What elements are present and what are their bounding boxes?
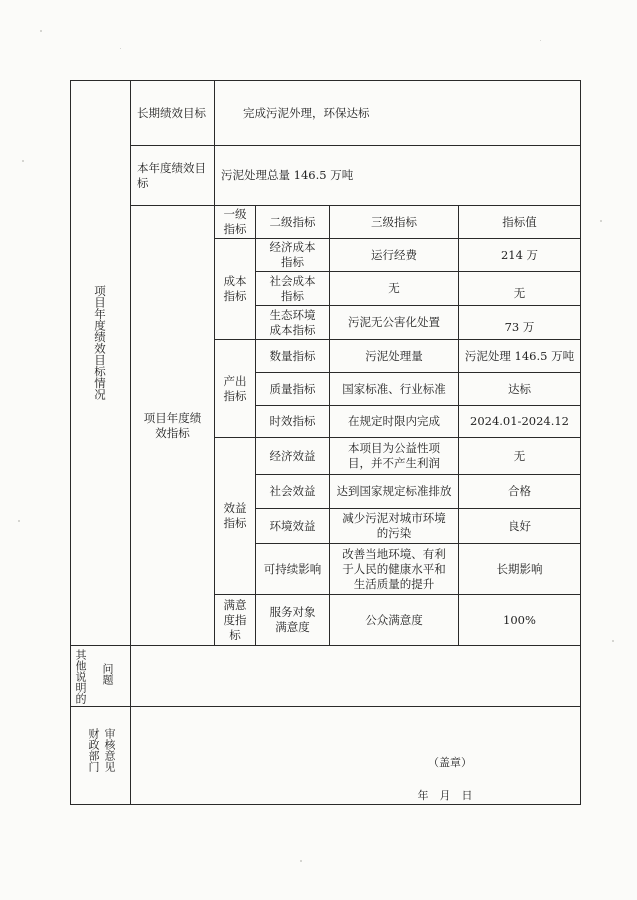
table-cell: 污泥处理 146.5 万吨 [464,348,575,363]
scan-speck [120,48,121,49]
table-border-left [70,80,71,805]
scan-speck [18,520,20,522]
row-line [70,706,581,707]
table-cell: 减少污泥对城市环境的污染 [342,511,446,540]
table-cell: 环境效益 [269,518,316,533]
header-value: 指标值 [502,214,537,229]
table-cell: 无 [513,448,526,463]
table-cell: 2024.01-2024.12 [470,414,569,428]
table-cell: 合格 [508,484,531,498]
finance-label-col2: 审核意见 [103,728,116,772]
finance-label-col1: 财政部门 [87,728,100,772]
table-cell: 公众满意度 [365,612,423,627]
finance-date: 年 月 日 [417,788,473,802]
scan-speck [40,30,42,32]
header-level2: 二级指标 [269,214,316,229]
scan-speck [300,860,302,862]
finance-seal: （盖章） [428,755,472,769]
table-cell: 时效指标 [269,414,316,428]
scan-speck [612,640,614,642]
table-cell: 100% [503,612,536,627]
other-notes-label-col2: 问题 [101,663,114,685]
table-cell: 214 万 [500,247,539,262]
section-label: 项目年度绩效目标情况 [93,285,107,400]
group-name-output: 产出指标 [223,373,247,403]
header-level1: 一级指标 [223,207,247,236]
table-cell: 服务对象满意度 [269,605,316,634]
other-notes-label-col1: 其他说明的 [74,649,87,704]
table-border-bottom [70,804,581,805]
table-cell: 污泥处理量 [365,348,423,363]
table-cell: 质量指标 [269,381,316,396]
other-notes-value [131,646,580,706]
long-term-value: 完成污泥外理，环保达标 [243,105,370,120]
table-border-right [580,80,581,805]
table-cell: 良好 [508,518,531,533]
scan-speck [22,160,24,162]
group-name-satisfaction: 满意度指标 [223,597,247,642]
table-cell: 达到国家规定标准排放 [336,484,452,498]
long-term-label: 长期绩效目标 [137,105,206,120]
table-cell: 社会成本指标 [269,273,316,303]
scan-speck [600,220,602,222]
table-cell: 生态环境成本指标 [269,307,316,337]
annual-value: 污泥处理总量 146.5 万吨 [221,168,354,182]
table-cell: 经济成本指标 [269,240,316,269]
group-name-cost: 成本指标 [223,274,247,303]
table-cell: 国家标准、行业标准 [342,381,446,396]
table-cell: 经济效益 [269,448,316,463]
table-cell: 污泥无公害化处置 [348,315,440,329]
table-cell: 本项目为公益性项目，并不产生利润 [348,441,440,470]
table-cell: 长期影响 [496,561,543,576]
table-cell: 可持续影响 [263,561,322,576]
annual-label: 本年度绩效目标 [137,160,206,190]
table-cell: 数量指标 [269,348,316,363]
scan-speck [540,40,541,41]
table-cell: 无 [388,281,400,295]
table-cell: 73 万 [504,320,535,334]
table-cell: 运行经费 [371,247,417,262]
group-name-benefit: 效益指标 [223,501,247,530]
table-cell: 改善当地环境、有利于人民的健康水平和生活质量的提升 [342,546,446,591]
header-level3: 三级指标 [371,214,417,229]
table-cell: 社会效益 [269,484,316,498]
table-cell: 无 [513,286,526,300]
table-cell: 在规定时限内完成 [348,414,440,428]
indicators-label: 项目年度绩效指标 [143,410,202,440]
table-cell: 达标 [508,381,531,396]
